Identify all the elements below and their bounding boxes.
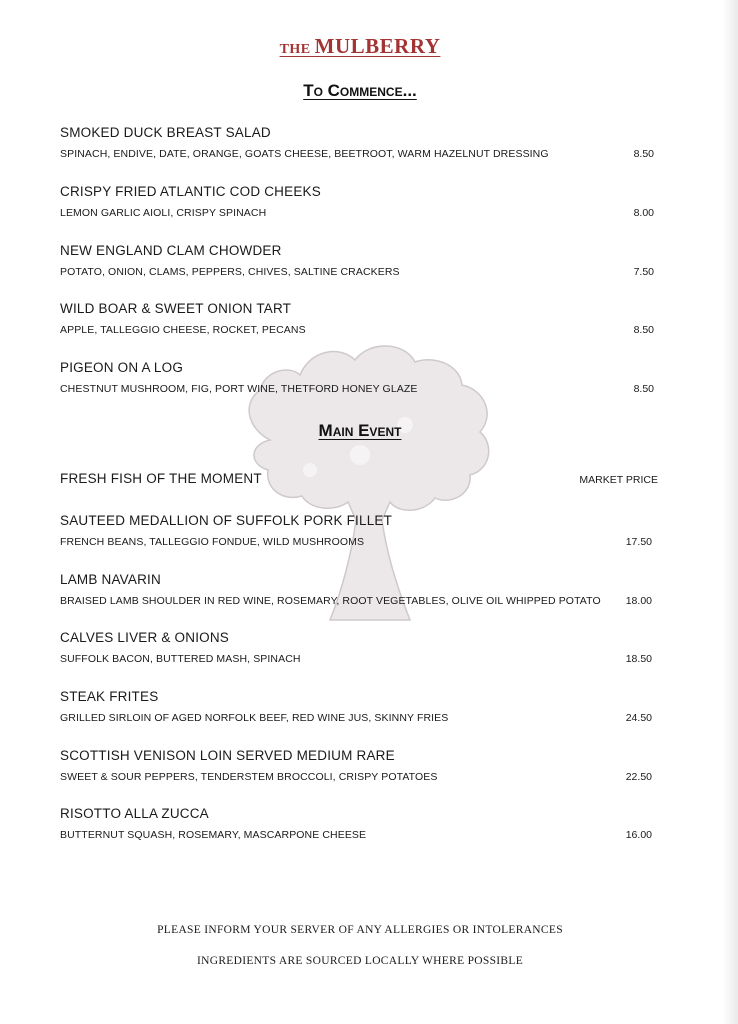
market-price: MARKET PRICE	[579, 474, 658, 486]
item-name: PIGEON ON A LOG	[60, 360, 184, 375]
item-price: 16.00	[625, 829, 652, 841]
sourcing-note: INGREDIENTS ARE SOURCED LOCALLY WHERE POSSIBLE	[196, 955, 524, 967]
menu-item	[60, 184, 660, 219]
menu-item-fish	[60, 471, 660, 486]
item-description: LEMON GARLIC AIOLI, CRISPY SPINACH	[60, 207, 267, 219]
item-name: SAUTEED MEDALLION OF SUFFOLK PORK FILLET	[60, 513, 393, 528]
item-description: POTATO, ONION, CLAMS, PEPPERS, CHIVES, SALTINE CRACKERS	[60, 266, 400, 278]
section-title-starters: To Commence...	[303, 81, 417, 100]
item-description: BRAISED LAMB SHOULDER IN RED WINE, ROSEMARY, ROOT VEGETABLES, OLIVE OIL WHIPPED POTATO	[60, 595, 601, 607]
brand-name: MULBERRY	[314, 34, 441, 58]
menu-item	[60, 513, 660, 548]
menu-item	[60, 748, 660, 783]
page-edge	[722, 0, 738, 1024]
item-price: 17.50	[625, 536, 652, 548]
item-description: GRILLED SIRLOIN OF AGED NORFOLK BEEF, RED WINE JUS, SKINNY FRIES	[60, 712, 449, 724]
item-description: SPINACH, ENDIVE, DATE, ORANGE, GOATS CHEESE, BEETROOT, WARM HAZELNUT DRESSING	[60, 148, 549, 160]
item-name: CALVES LIVER & ONIONS	[60, 630, 230, 645]
item-price: 18.00	[625, 595, 652, 607]
item-name: CRISPY FRIED ATLANTIC COD CHEEKS	[60, 184, 321, 199]
item-price: 24.50	[625, 712, 652, 724]
allergy-note: PLEASE INFORM YOUR SERVER OF ANY ALLERGIES OR INTOLERANCES	[157, 924, 563, 936]
menu-item	[60, 806, 660, 841]
menu-item	[60, 689, 660, 724]
item-price: 8.00	[633, 207, 654, 219]
menu-item	[60, 125, 660, 160]
brand-logo	[0, 34, 720, 59]
item-price: 7.50	[633, 266, 654, 278]
item-name: SCOTTISH VENISON LOIN SERVED MEDIUM RARE	[60, 748, 395, 763]
menu-item	[60, 301, 660, 336]
item-description: BUTTERNUT SQUASH, ROSEMARY, MASCARPONE CHEESE	[60, 829, 367, 841]
item-price: 8.50	[633, 383, 654, 395]
brand-the: THE	[279, 42, 311, 57]
item-price: 18.50	[625, 653, 652, 665]
item-name: STEAK FRITES	[60, 689, 159, 704]
item-description: FRENCH BEANS, TALLEGGIO FONDUE, WILD MUSHROOMS	[60, 536, 365, 548]
menu-item	[60, 243, 660, 278]
item-description: SUFFOLK BACON, BUTTERED MASH, SPINACH	[60, 653, 301, 665]
item-price: 8.50	[633, 148, 654, 160]
item-price: 22.50	[625, 771, 652, 783]
menu-item	[60, 572, 660, 607]
item-description: CHESTNUT MUSHROOM, FIG, PORT WINE, THETFORD HONEY GLAZE	[60, 383, 418, 395]
item-description: APPLE, TALLEGGIO CHEESE, ROCKET, PECANS	[60, 324, 306, 336]
item-price: 8.50	[633, 324, 654, 336]
menu-item	[60, 630, 660, 665]
item-description: SWEET & SOUR PEPPERS, TENDERSTEM BROCCOLI, CRISPY POTATOES	[60, 771, 438, 783]
item-name: RISOTTO ALLA ZUCCA	[60, 806, 209, 821]
item-name: NEW ENGLAND CLAM CHOWDER	[60, 243, 282, 258]
item-name: LAMB NAVARIN	[60, 572, 161, 587]
item-name: SMOKED DUCK BREAST SALAD	[60, 125, 271, 140]
item-name: FRESH FISH OF THE MOMENT	[60, 471, 262, 486]
menu-item	[60, 360, 660, 395]
item-name: WILD BOAR & SWEET ONION TART	[60, 301, 292, 316]
section-title-mains: Main Event	[318, 421, 402, 440]
